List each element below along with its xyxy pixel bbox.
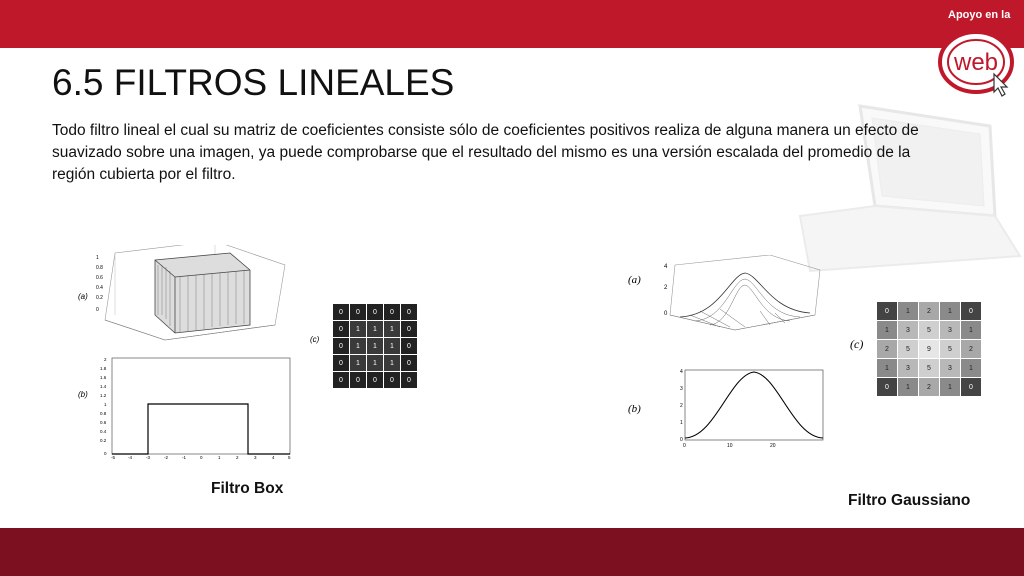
box-matrix-cell: 0 <box>401 338 418 355</box>
svg-text:2: 2 <box>236 455 239 460</box>
gauss-matrix-cell: 3 <box>898 321 919 340</box>
gauss-matrix-cell: 2 <box>877 340 898 359</box>
box-matrix-cell: 0 <box>333 321 350 338</box>
svg-text:20: 20 <box>770 443 776 449</box>
gauss-z-ticks <box>664 264 668 317</box>
bottom-banner <box>0 528 1024 576</box>
gauss-x-ticks <box>683 443 776 449</box>
svg-text:-3: -3 <box>146 455 151 460</box>
box-label-c: (c) <box>310 335 320 344</box>
svg-text:0: 0 <box>683 443 686 449</box>
svg-text:4: 4 <box>664 264 668 270</box>
box-matrix-cell: 1 <box>350 338 367 355</box>
svg-text:3: 3 <box>254 455 257 460</box>
box-matrix-cell: 0 <box>384 304 401 321</box>
gauss-matrix-cell: 1 <box>940 302 961 321</box>
logo-word: web <box>953 49 999 76</box>
gauss-y-ticks <box>680 369 683 443</box>
gaussian-caption: Filtro Gaussiano <box>848 492 971 509</box>
svg-text:0.2: 0.2 <box>100 438 107 443</box>
box-y-ticks <box>100 357 107 456</box>
svg-text:0.4: 0.4 <box>100 429 107 434</box>
box-label-a: (a) <box>78 292 88 301</box>
gauss-3d-surface <box>670 255 820 330</box>
gauss-matrix-cell: 5 <box>940 340 961 359</box>
svg-text:2: 2 <box>664 285 668 291</box>
svg-text:0: 0 <box>96 307 99 313</box>
box-matrix-cell: 1 <box>350 321 367 338</box>
box-label-b: (b) <box>78 390 88 399</box>
svg-text:0: 0 <box>680 437 683 443</box>
gauss-label-c: (c) <box>850 337 864 351</box>
apoyo-web-logo[interactable] <box>936 24 1024 104</box>
gauss-matrix-cell: 3 <box>898 359 919 378</box>
box-x-ticks <box>111 455 291 460</box>
svg-text:1.6: 1.6 <box>100 375 107 380</box>
gauss-matrix-cell: 0 <box>961 378 982 397</box>
svg-text:2: 2 <box>104 357 107 362</box>
gaussian-filter-figure <box>620 255 835 450</box>
box-kernel-matrix <box>332 303 418 389</box>
gaussian-kernel-matrix <box>876 301 982 397</box>
svg-text:0.2: 0.2 <box>96 295 103 301</box>
box-matrix-cell: 0 <box>333 338 350 355</box>
logo-tagline: Apoyo en la <box>948 9 1011 21</box>
gauss-matrix-cell: 1 <box>898 378 919 397</box>
svg-text:5: 5 <box>288 455 291 460</box>
box-matrix-cell: 0 <box>350 304 367 321</box>
svg-text:4: 4 <box>680 369 683 375</box>
gauss-matrix-cell: 5 <box>919 321 940 340</box>
box-3d-surface <box>105 245 285 340</box>
gauss-label-a: (a) <box>628 274 641 286</box>
svg-text:-4: -4 <box>128 455 133 460</box>
svg-text:1: 1 <box>96 255 99 261</box>
svg-text:0: 0 <box>664 311 668 317</box>
box-matrix-cell: 1 <box>384 355 401 372</box>
gauss-matrix-cell: 1 <box>898 302 919 321</box>
box-matrix-cell: 0 <box>367 304 384 321</box>
svg-text:1: 1 <box>680 420 683 426</box>
box-filter-figure <box>70 245 300 460</box>
svg-text:0: 0 <box>104 451 107 456</box>
svg-text:0.4: 0.4 <box>96 285 103 291</box>
svg-text:-2: -2 <box>164 455 169 460</box>
box-matrix-cell: 0 <box>367 372 384 389</box>
gauss-matrix-cell: 1 <box>940 378 961 397</box>
gauss-matrix-cell: 9 <box>919 340 940 359</box>
body-paragraph: Todo filtro lineal el cual su matriz de coeficientes consiste sólo de coeficientes positivos realiza de alguna manera un efecto de suavizado sobre una imagen, ya puede comprobarse que el resultado del mismo es una versión escalada del promedio de la región cubierta por el filtro. <box>52 122 919 183</box>
gauss-matrix-cell: 2 <box>919 378 940 397</box>
svg-text:1: 1 <box>218 455 221 460</box>
gauss-matrix-cell: 1 <box>961 359 982 378</box>
box-matrix-cell: 0 <box>401 321 418 338</box>
box-z-ticks <box>96 255 103 313</box>
page-title: 6.5 FILTROS LINEALES <box>52 62 455 103</box>
svg-text:3: 3 <box>680 386 683 392</box>
svg-text:1.4: 1.4 <box>100 384 107 389</box>
box-caption: Filtro Box <box>211 480 284 497</box>
box-matrix-cell: 0 <box>401 304 418 321</box>
box-matrix-cell: 1 <box>350 355 367 372</box>
box-matrix-cell: 0 <box>401 372 418 389</box>
box-matrix-cell: 0 <box>333 372 350 389</box>
gauss-matrix-cell: 0 <box>961 302 982 321</box>
gauss-matrix-cell: 1 <box>877 359 898 378</box>
gauss-matrix-cell: 1 <box>877 321 898 340</box>
top-banner <box>0 0 1024 48</box>
box-2d-plot <box>112 358 290 454</box>
box-matrix-cell: 1 <box>367 321 384 338</box>
gauss-matrix-cell: 0 <box>877 378 898 397</box>
gauss-matrix-cell: 5 <box>919 359 940 378</box>
gauss-matrix-cell: 3 <box>940 359 961 378</box>
box-matrix-cell: 1 <box>384 321 401 338</box>
gauss-2d-plot <box>685 370 823 440</box>
svg-text:2: 2 <box>680 403 683 409</box>
svg-text:0.8: 0.8 <box>100 411 107 416</box>
box-matrix-cell: 0 <box>384 372 401 389</box>
svg-text:0.6: 0.6 <box>100 420 107 425</box>
gauss-matrix-cell: 3 <box>940 321 961 340</box>
svg-text:-5: -5 <box>111 455 116 460</box>
gauss-matrix-cell: 0 <box>877 302 898 321</box>
box-matrix-cell: 1 <box>367 338 384 355</box>
svg-text:10: 10 <box>727 443 733 449</box>
box-matrix-cell: 0 <box>333 304 350 321</box>
gauss-matrix-cell: 5 <box>898 340 919 359</box>
svg-text:0.6: 0.6 <box>96 275 103 281</box>
box-matrix-cell: 1 <box>384 338 401 355</box>
box-matrix-cell: 1 <box>367 355 384 372</box>
box-matrix-cell: 0 <box>350 372 367 389</box>
gauss-matrix-cell: 2 <box>961 340 982 359</box>
svg-text:1.8: 1.8 <box>100 366 107 371</box>
svg-text:1.2: 1.2 <box>100 393 107 398</box>
svg-text:-1: -1 <box>182 455 187 460</box>
gauss-matrix-cell: 2 <box>919 302 940 321</box>
gauss-label-b: (b) <box>628 403 641 415</box>
box-matrix-cell: 0 <box>401 355 418 372</box>
svg-text:0.8: 0.8 <box>96 265 103 271</box>
box-matrix-cell: 0 <box>333 355 350 372</box>
svg-text:4: 4 <box>272 455 275 460</box>
svg-text:0: 0 <box>200 455 203 460</box>
gauss-matrix-cell: 1 <box>961 321 982 340</box>
svg-text:1: 1 <box>104 402 107 407</box>
